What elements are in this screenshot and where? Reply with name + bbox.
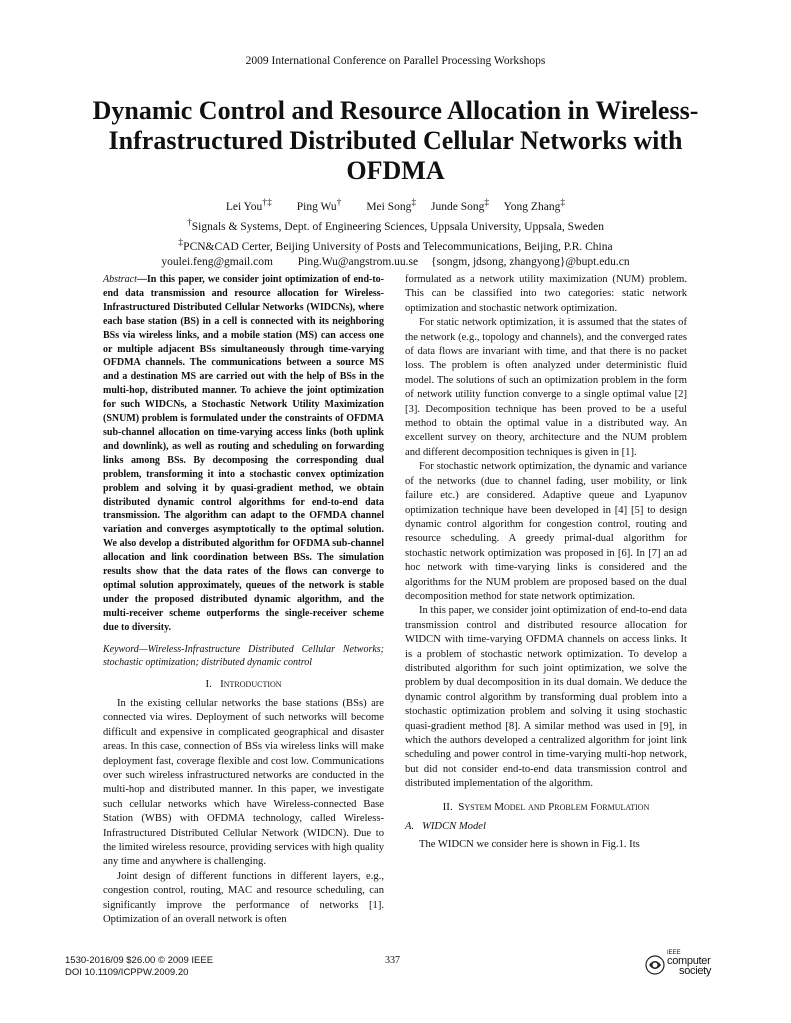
author-name: Ping Wu: [296, 200, 337, 213]
ieee-cs-logo-icon: [645, 954, 665, 976]
paragraph: formulated as a network utility maximization (NUM) problem. This can be classified into two categories: static network optimization and stochastic network optimization.: [405, 274, 687, 314]
paragraph: The WIDCN we consider here is shown in Fig.1. Its: [419, 839, 640, 851]
conference-header: 2009 International Conference on Parallel Processing Workshops: [245, 55, 546, 67]
author-name: Junde Song: [431, 200, 485, 213]
paragraph: In this paper, we consider joint optimization of end-to-end data transmission control and distributed resource allocation for WIDCN with time-varying OFDMA channels on access links. It is a problem of stochastic network optimization. To develop a distributed algorithm for such joint optimization, we solve the problem by dual decomposition in its dual domain. We deduce the dynamic control algorithm by transforming dual problem into a stochastic optimization problem and solving it using stochastic quasi-gradient method [8]. A similar method was used in [9], in which the authors developed a centralized algorithm for joint link scheduling and power control in time-varying multi-hop network, but did not consider end-to-end data transmission control and distributed implementation of the algorithm.: [405, 605, 687, 790]
email: {songm, jdsong, zhangyong}@bupt.edu.cn: [431, 256, 630, 269]
abstract: Abstract—In this paper, we consider joint optimization of end-to-end data transmission and resource allocation for Wireless-Infrastructured Distributed Cellular Networks (WIDCNs), where each base station (BS) in a cell is connected with its neighboring BSs via wireless links, and a mobile station (MS) can access one or multiple adjacent BSs simultaneously through time-varying OFDMA channels. The communications between a source MS and a destination MS are carried out with the help of BSs in the multi-hop, distributed manner. To achieve the joint optimization for such WIDCNs, a Stochastic Network Utility Maximization (SNUM) problem is formulated under the constraints of OFDMA sub-channel allocation on time-varying access links (both uplink and downlink), as well as routing and scheduling on forwarding links among BSs. By decomposing the corresponding dual problem, transforming it into a stochastic convex optimization problem and solving it by quasi-gradient method, we obtain distributed dynamic control algorithms for end-to-end data transmission. The algorithm can adapt to the OFMDA channel variation and converges asymptotically to the optimal solution. We also develop a distributed algorithm for OFDMA sub-channel allocation and link coordination between BSs. The simulation results show that the data rates of the flows can converge to optimal solution approximately, queues of the network is stable under the proposed distributed dynamic algorithm, and the multi-receiver scheme outperforms the single-receiver scheme due to diversity.: [103, 274, 384, 633]
author-name: Yong Zhang: [503, 200, 561, 213]
author-emails: [60, 254, 731, 270]
author-mark: ‡: [411, 197, 417, 208]
author-names: [60, 195, 731, 215]
section-heading: II. System Model and Problem Formulation: [442, 800, 650, 813]
paragraph: For stochastic network optimization, the dynamic and variance of the networks (due to channel fading, user mobility, or link failure etc.) are considered. Adaptive queue and Lyapunov optimization technique have been developed in [4] [5] to design dynamic control algorithm for congestion control, routing and resource scheduling. A greedy primal-dual algorithm for stochastic network optimization was proposed in [6]. In [7] an ad hoc network with time-varying links is considered and the algorithms for the NUM problem are proposed based on the dual decomposition method for state network optimization.: [405, 461, 687, 602]
author-mark: †‡: [262, 197, 272, 208]
affiliation-2: ‡PCN&CAD Certer, Beijing University of Posts and Telecommunications, Beijing, P.R. China: [178, 236, 613, 253]
email: youlei.feng@gmail.com: [161, 256, 273, 269]
paragraph: For static network optimization, it is assumed that the states of the network (e.g., topology and channels), and the converged rates of data flows are invariant with time, and that there is no packet loss. The problem is often analyzed under deterministic fluid model. The solutions of such an optimization problem in the form of network utility function converge to a single optimal value [2] [3]. Decomposition technique has been proved to be a useful method to obtain the optimal value in a distributed way. An excellent survey on theory, architecture and the NUM problem and different decomposition techniques is given in [1].: [405, 317, 687, 458]
abstract-text: In this paper, we consider joint optimization of end-to-end data transmission and resource allocation for Wireless-Infrastructured Distributed Cellular Networks (WIDCNs), where each base station (BS) in a cell is connected with its neighboring BSs via wireless links, and a mobile station (MS) can access one or multiple adjacent BSs simultaneously through time-varying OFDMA channels. The communications between a source MS and a destination MS are carried out with the help of BSs in the multi-hop, distributed manner. To achieve the joint optimization for such WIDCNs, a Stochastic Network Utility Maximization (SNUM) problem is formulated under the constraints of OFDMA sub-channel allocation on time-varying access links (both uplink and downlink), as well as routing and scheduling on forwarding links among BSs. By decomposing the corresponding dual problem, transforming it into a stochastic convex optimization problem and solving it by quasi-gradient method, we obtain distributed dynamic control algorithms for end-to-end data transmission. The algorithm can adapt to the OFMDA channel variation and converges asymptotically to the optimal solution. We also develop a distributed algorithm for OFDMA sub-channel allocation and link coordination between BSs. The simulation results show that the data rates of the flows can converge to optimal solution approximately, queues of the network is stable under the proposed distributed dynamic algorithm, and the multi-receiver scheme outperforms the single-receiver scheme due to diversity.: [103, 274, 384, 633]
author-mark: ‡: [484, 197, 490, 208]
author-block: [60, 195, 731, 270]
affiliation-1: †Signals & Systems, Dept. of Engineering Sciences, Uppsala University, Uppsala, Sweden: [186, 216, 605, 233]
section-heading: I. Introduction: [205, 677, 282, 690]
author-mark: †: [336, 197, 342, 208]
author-name: Mei Song: [366, 200, 412, 213]
ieee-computer-society-logo: IEEE computer society: [645, 950, 735, 980]
author-mark: ‡: [560, 197, 566, 208]
keywords: Keyword—Wireless-Infrastructure Distributed Cellular Networks; stochastic optimization; distributed dynamic control: [103, 643, 384, 668]
footer-copyright: 1530-2016/09 $26.00 © 2009 IEEE DOI 10.1109/ICPPW.2009.20: [65, 955, 214, 978]
right-column: [405, 273, 687, 853]
left-column: [103, 273, 384, 927]
author-name: Lei You: [225, 200, 263, 213]
email: Ping.Wu@angstrom.uu.se: [297, 256, 419, 269]
abstract-label: Abstract: [103, 274, 137, 285]
subsection-heading: A. WIDCN Model: [405, 821, 486, 833]
page-number: 337: [385, 955, 400, 966]
paragraph: Joint design of different functions in different layers, e.g., congestion control, routing, MAC and resource scheduling, can significantly improve the performance of networks [1]. Optimization of an overall network is often: [103, 870, 384, 926]
paper-title: Dynamic Control and Resource Allocation in Wireless-Infrastructured Distributed Cellular Networks with OFDMA: [92, 96, 699, 185]
paragraph: In the existing cellular networks the base stations (BSs) are connected via wires. Deployment of such networks will become difficult and expensive in complicated geographical and disaster areas. In this case, connection of BSs via wireless links will make deployment fast, coverage flexible and cost low. Communications over such wireless infrastructured networks are conducted in the multi-hop and distributed manner. In this paper, we investigate such cellular networks which have Wireless-connected Base Station (WBS) with OFDMA technology, called Wireless-Infrastructured Distributed Cellular Network (WIDCN). Due to the limited wireless resource, providing services with high quality any time and anywhere is challenging.: [103, 697, 384, 868]
